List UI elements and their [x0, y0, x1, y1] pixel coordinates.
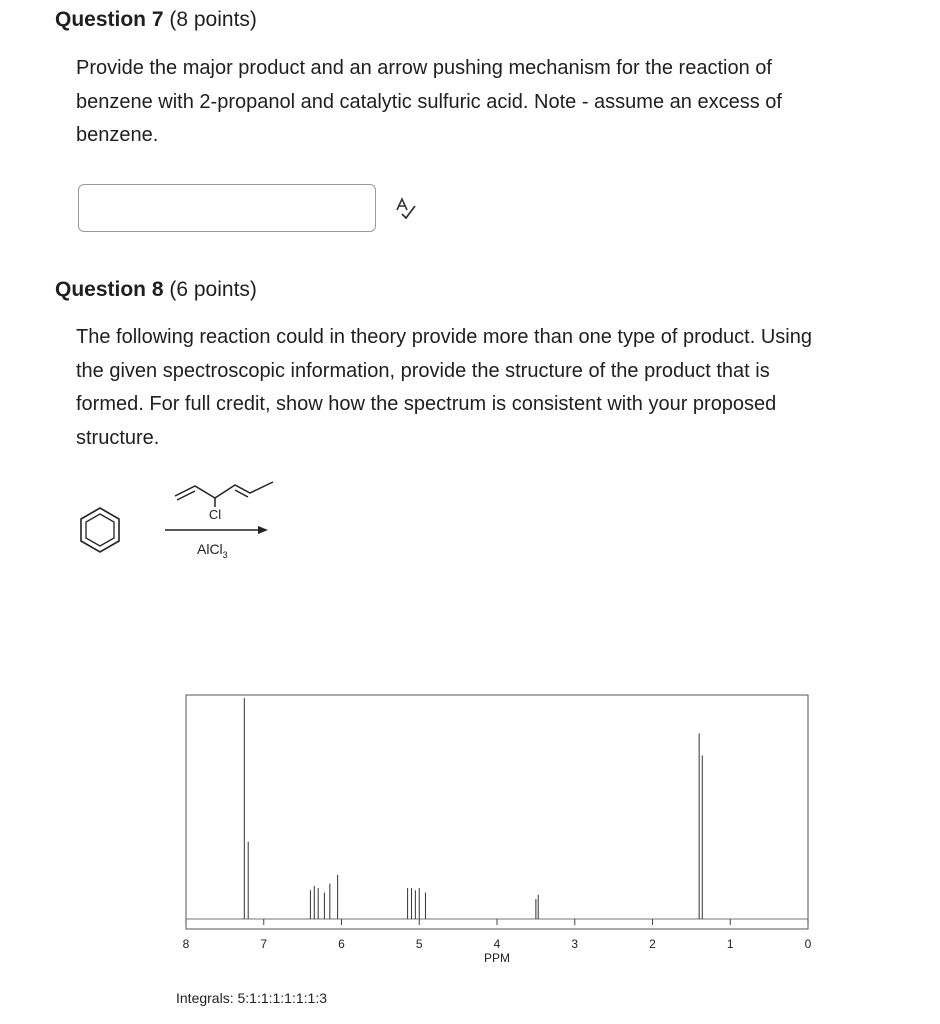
x-tick-label: 8 — [182, 937, 190, 951]
q7-prompt-line: benzene. — [76, 124, 159, 146]
x-axis-label: PPM — [483, 951, 511, 965]
x-tick-label: 2 — [649, 937, 656, 951]
x-tick-label: 6 — [338, 937, 345, 951]
peak-group — [244, 698, 702, 919]
q8-prompt-line: formed. For full credit, show how the spectrum is consistent with your proposed — [76, 393, 777, 415]
plot-frame — [186, 695, 808, 929]
x-tick-label: 0 — [804, 937, 812, 951]
question-8-points: (6 points) — [169, 278, 257, 301]
nmr-spectrum-chart — [170, 686, 820, 971]
x-tick-label: 7 — [260, 937, 268, 951]
q8-prompt-line: structure. — [76, 426, 160, 449]
allyl-chloride-reagent — [175, 482, 273, 522]
x-tick-label: 3 — [571, 937, 579, 951]
integrals-text: Integrals: 5:1:1:1:1:1:1:3 — [176, 990, 327, 1006]
question-8-header — [55, 278, 257, 302]
benzene-structure — [81, 508, 119, 552]
catalyst-label: AlCl$_3$ — [197, 541, 228, 560]
q7-prompt-line: Provide the major product and an arrow pushing mechanism for the reaction of — [76, 57, 772, 79]
tick-group — [183, 919, 812, 951]
question-7-points: (8 points) — [169, 8, 257, 31]
question-8-title: Question 8 — [55, 278, 164, 301]
q8-prompt-line: the given spectroscopic information, provide the structure of the product that is — [76, 359, 770, 382]
reaction-arrow — [165, 526, 268, 534]
question-7-answer-input[interactable] — [78, 184, 376, 232]
x-tick-label: 1 — [726, 937, 734, 951]
q8-prompt-line: The following reaction could in theory provide more than one type of product. Using — [76, 326, 812, 348]
spell-check-icon[interactable] — [393, 196, 419, 222]
chloride-label: Cl — [208, 507, 222, 522]
q7-prompt-line: benzene with 2-propanol and catalytic sulfuric acid. Note - assume an excess of — [76, 90, 782, 113]
question-7-prompt — [76, 52, 936, 153]
question-8-prompt — [76, 321, 936, 455]
question-7-header — [55, 8, 257, 32]
reaction-scheme — [70, 470, 300, 580]
question-7-title: Question 7 — [55, 8, 164, 31]
x-tick-label: 4 — [493, 937, 501, 951]
x-tick-label: 5 — [415, 937, 423, 951]
